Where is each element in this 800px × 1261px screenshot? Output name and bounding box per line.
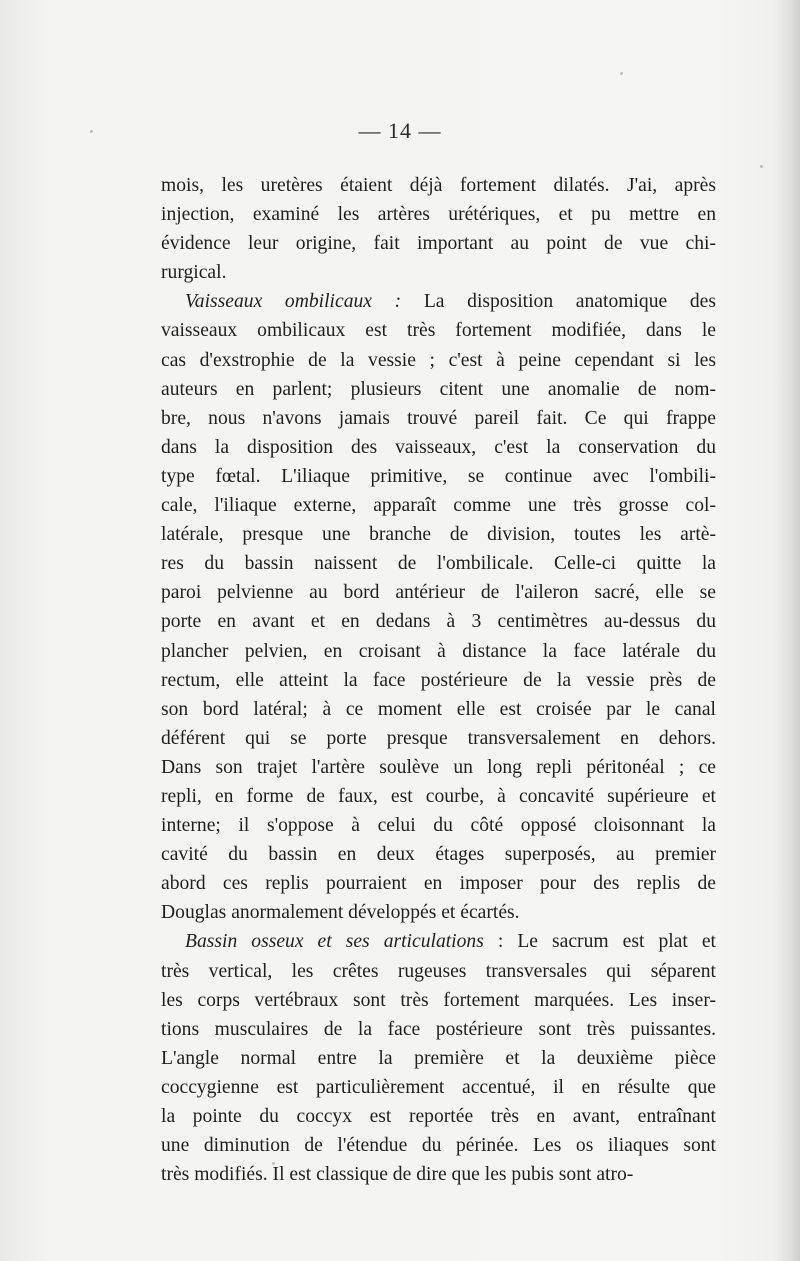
line-text: son bord latéral; à ce moment elle est croisée par le canal [161,698,716,720]
text-line [161,1073,716,1102]
section-heading: Bassin osseux et ses articulations [185,931,484,953]
line-text: L'angle normal entre la première et la deuxième pièce [161,1047,716,1069]
line-text: paroi pelvienne au bord antérieur de l'aileron sacré, elle se [161,582,716,604]
text-line [161,491,716,520]
line-text: La disposition anatomique des [401,291,716,313]
line-text: plancher pelvien, en croisant à distance la face latérale du [161,640,716,662]
line-text: tions musculaires de la face postérieure sont très puissantes. [161,1018,716,1040]
text-line [161,782,716,811]
paper-speck [760,165,763,168]
text-line [161,229,716,258]
line-text: déférent qui se porte presque transversalement en dehors. [161,727,716,749]
text-line [161,171,716,200]
text-line [161,433,716,462]
text-line [161,986,716,1015]
text-line [161,462,716,491]
section-heading: Vaisseaux ombilicaux : [185,291,402,313]
line-text: dans la disposition des vaisseaux, c'est la conservation du [161,436,716,458]
text-line [161,1131,716,1160]
text-line [161,957,716,986]
line-text: res du bassin naissent de l'ombilicale. Celle-ci quitte la [161,553,716,575]
text-line [161,375,716,404]
line-text: Douglas anormalement développés et écartés. [161,902,520,924]
line-text: auteurs en parlent; plusieurs citent une anomalie de nom- [161,378,716,400]
line-text: évidence leur origine, fait important au point de vue chi- [161,233,716,255]
text-line [161,1044,716,1073]
text-line [161,840,716,869]
line-text: : Le sacrum est plat et [483,931,716,953]
line-text: cale, l'iliaque externe, apparaît comme une très grosse col- [161,495,716,517]
text-line [161,666,716,695]
line-text: abord ces replis pourraient en imposer pour des replis de [161,873,716,895]
line-text: les corps vertébraux sont très fortement marquées. Les inser- [161,989,716,1011]
line-text: cavité du bassin en deux étages superposés, au premier [161,844,716,866]
text-line [161,811,716,840]
text-line [161,316,716,345]
body-text [161,171,716,1189]
line-text: une diminution de l'étendue du périnée. Les os iliaques sont [161,1135,716,1157]
text-line [161,607,716,636]
text-line [161,637,716,666]
line-text: très modifiés. Il est classique de dire que les pubis sont atro- [161,1164,634,1186]
text-line [161,404,716,433]
text-line [161,258,716,287]
line-text: repli, en forme de faux, est courbe, à concavité supérieure et [161,785,716,807]
text-line [161,346,716,375]
text-line [161,753,716,782]
text-line [161,287,716,316]
line-text: Dans son trajet l'artère soulève un long repli péritonéal ; ce [161,756,716,778]
line-text: cas d'exstrophie de la vessie ; c'est à peine cependant si les [161,349,716,371]
text-line [161,549,716,578]
line-text: très vertical, les crêtes rugeuses transversales qui séparent [161,960,716,982]
line-text: coccygienne est particulièrement accentué, il en résulte que [161,1076,716,1098]
line-text: rurgical. [161,262,227,284]
page-number: — 14 — [358,118,442,143]
line-text: vaisseaux ombilicaux est très fortement modifiée, dans le [161,320,716,342]
line-text: mois, les uretères étaient déjà fortement dilatés. J'ai, après [161,175,716,196]
line-text: latérale, presque une branche de division, toutes les artè- [161,524,716,546]
line-text: rectum, elle atteint la face postérieure de la vessie près de [161,669,716,691]
text-line [161,927,716,956]
text-line [161,1160,716,1189]
paper-speck [620,72,623,75]
text-line [161,578,716,607]
line-text: la pointe du coccyx est reportée très en avant, entraînant [161,1106,716,1127]
line-text: injection, examiné les artères urétériques, et pu mettre en [161,204,716,226]
line-text: bre, nous n'avons jamais trouvé pareil fait. Ce qui frappe [161,407,716,429]
text-line [161,1102,716,1131]
text-line [161,898,716,927]
text-line [161,869,716,898]
line-text: interne; il s'oppose à celui du côté opposé cloisonnant la [161,815,716,837]
line-text: type fœtal. L'iliaque primitive, se continue avec l'ombili- [161,465,716,487]
text-line [161,520,716,549]
line-text: porte en avant et en dedans à 3 centimètres au-dessus du [161,611,716,633]
text-line [161,695,716,724]
text-line [161,724,716,753]
text-line [161,1015,716,1044]
text-line [161,200,716,229]
page-edge-shadow [774,0,800,1261]
